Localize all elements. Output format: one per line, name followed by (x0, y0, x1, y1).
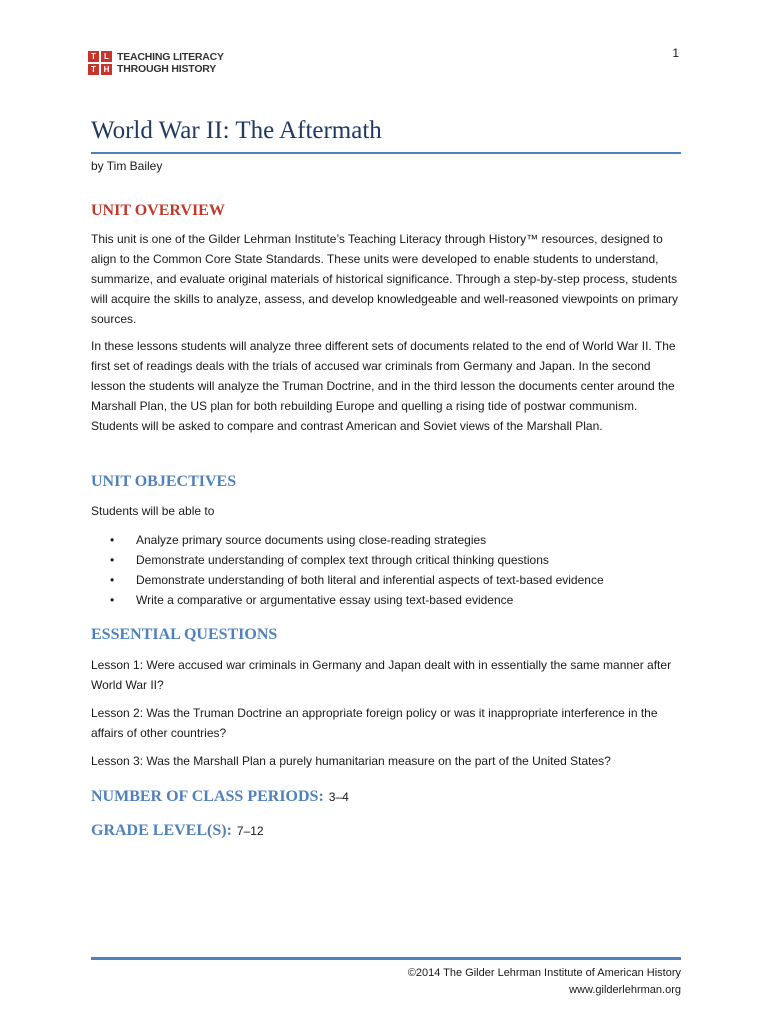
objectives-list (110, 530, 604, 610)
unit-overview-heading: UNIT OVERVIEW (91, 202, 225, 219)
list-item: • Analyze primary source documents using close-reading strategies (110, 530, 604, 550)
list-item: • Write a comparative or argumentative essay using text-based evidence (110, 590, 604, 610)
logo-letter: T (88, 64, 99, 75)
list-item: • Demonstrate understanding of complex text through critical thinking questions (110, 550, 604, 570)
grade-levels-value: 7–12 (236, 824, 264, 838)
essential-question-2: Lesson 2: Was the Truman Doctrine an appropriate foreign policy or was it inappropriate interference in the affairs of other countries? (91, 706, 658, 740)
footer-divider (91, 957, 681, 960)
grade-levels-label: GRADE LEVEL(S): (91, 822, 232, 839)
footer-website: www.gilderlehrman.org (569, 984, 681, 996)
page-number: 1 (672, 46, 679, 60)
logo-wordmark (117, 51, 224, 75)
unit-overview-paragraph-1: This unit is one of the Gilder Lehrman Institute’s Teaching Literacy through History™ resources, designed to align to the Common Core State Standards. These units were developed to enable students to understand, summarize, and evaluate original materials of historical significance. Through a step-by-step process, students will acquire the skills to analyze, assess, and develop knowledgeable and well-reasoned viewpoints on primary sources. (91, 232, 678, 326)
footer-copyright: ©2014 The Gilder Lehrman Institute of American History (407, 967, 681, 979)
logo-letter: T (88, 51, 99, 62)
logo-line-2: THROUGH HISTORY (117, 63, 217, 75)
essential-questions-heading: ESSENTIAL QUESTIONS (91, 626, 278, 643)
tlth-logo (88, 51, 224, 75)
essential-question-1: Lesson 1: Were accused war criminals in Germany and Japan dealt with in essentially the same manner after World War II? (91, 658, 672, 692)
logo-line-1: TEACHING LITERACY (117, 51, 224, 63)
unit-objectives-intro: Students will be able to (91, 504, 215, 518)
title-divider (91, 152, 681, 154)
essential-question-3: Lesson 3: Was the Marshall Plan a purely humanitarian measure on the part of the United States? (91, 754, 611, 768)
byline: by Tim Bailey (91, 159, 163, 173)
unit-objectives-heading: UNIT OBJECTIVES (91, 473, 237, 490)
class-periods-heading (91, 788, 349, 806)
unit-overview-paragraph-2: In these lessons students will analyze three different sets of documents related to the end of World War II. The first set of readings deals with the trials of accused war criminals from Germany and Japan. In the second lesson the students will analyze the Truman Doctrine, and in the third lesson the documents center around the Marshall Plan, the US plan for both rebuilding Europe and quelling a rising tide of postwar communism. Students will be asked to compare and contrast American and Soviet views of the Marshall Plan. (91, 339, 676, 433)
logo-letter: L (101, 51, 112, 62)
logo-letter: H (101, 64, 112, 75)
logo-mark (88, 51, 112, 75)
class-periods-label: NUMBER OF CLASS PERIODS: (91, 788, 324, 805)
list-item: • Demonstrate understanding of both literal and inferential aspects of text-based evidence (110, 570, 604, 590)
grade-levels-heading (91, 822, 264, 840)
page-footer (408, 965, 681, 999)
class-periods-value: 3–4 (328, 790, 349, 804)
document-title: World War II: The Aftermath (91, 117, 382, 144)
